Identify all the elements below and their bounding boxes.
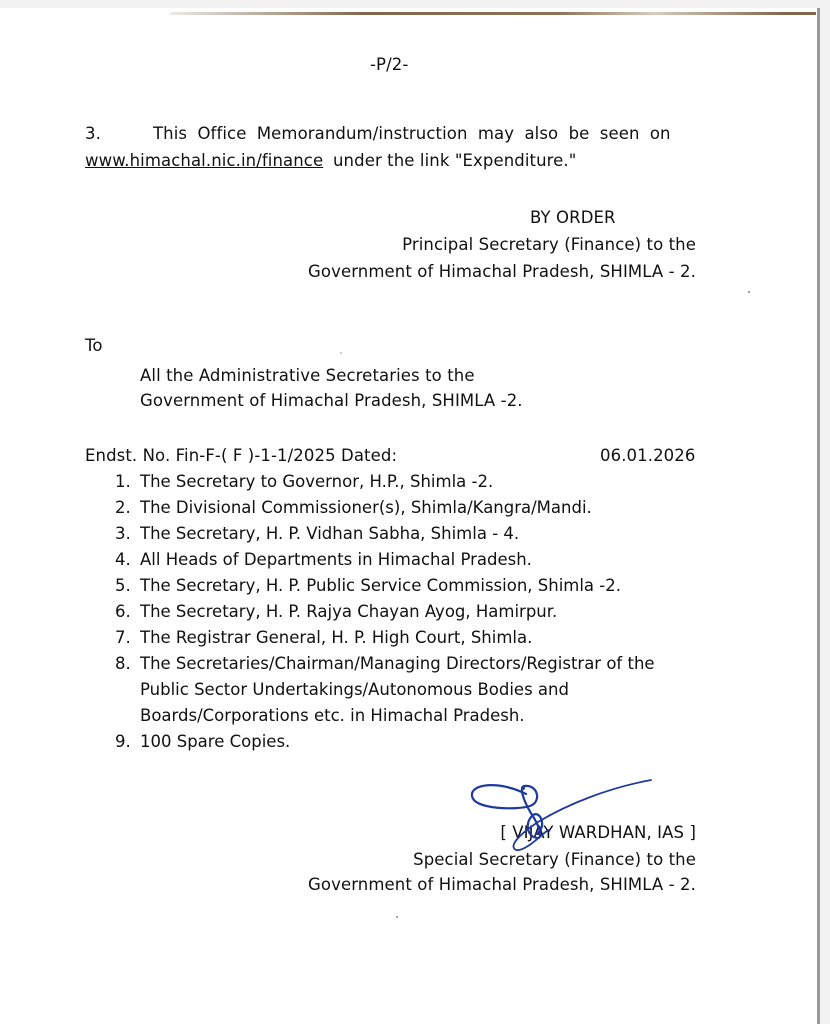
paragraph-text-continued: under the link "Expenditure." [333,151,577,170]
principal-secretary-government: Government of Himachal Pradesh, SHIMLA - 2. [308,262,696,281]
signature-stroke [472,785,542,838]
recipient-text: The Secretary, H. P. Rajya Chayan Ayog, Hamirpur. [140,602,558,621]
recipient-text: The Divisional Commissioner(s), Shimla/Kangra/Mandi. [140,498,592,517]
recipient-item [115,495,655,521]
principal-secretary-designation: Principal Secretary (Finance) to the [402,235,696,254]
signatory-designation: Special Secretary (Finance) to the [413,850,696,869]
recipient-text: The Secretary to Governor, H.P., Shimla -2. [140,472,494,491]
signatory-government: Government of Himachal Pradesh, SHIMLA - 2. [308,875,696,894]
recipient-text: The Registrar General, H. P. High Court, Shimla. [140,628,533,647]
paragraph-number: 3. [85,124,101,143]
recipient-item [115,521,655,547]
handwritten-signature [468,776,653,858]
recipient-item [115,547,655,573]
signature-dot [521,786,525,790]
recipient-number: 6. [115,602,131,621]
recipient-number: 2. [115,498,131,517]
recipient-number: 8. [115,654,131,673]
page-number: -P/2- [370,55,409,74]
recipient-item [115,469,655,495]
addressee-line: All the Administrative Secretaries to the [140,366,475,385]
recipient-number: 7. [115,628,131,647]
document-page [0,8,820,1024]
endorsement-date: 06.01.2026 [600,446,696,465]
recipient-number: 4. [115,550,131,569]
recipient-text: The Secretaries/Chairman/Managing Directors/Registrar of the Public Sector Undertakings/Autonomous Bodies and Boards/Corporations etc. in Himachal Pradesh. [140,654,655,725]
scan-speck [396,916,398,918]
recipient-item [115,651,655,729]
paragraph-text: This Office Memorandum/instruction may also be seen on [153,124,671,143]
recipient-number: 1. [115,472,131,491]
addressee-line: Government of Himachal Pradesh, SHIMLA -2. [140,391,523,410]
recipient-text: All Heads of Departments in Himachal Pradesh. [140,550,532,569]
scan-speck [340,352,342,354]
recipient-number: 5. [115,576,131,595]
recipient-text: The Secretary, H. P. Public Service Commission, Shimla -2. [140,576,621,595]
recipient-number: 9. [115,732,131,751]
to-label: To [85,336,103,355]
recipient-item [115,599,655,625]
recipient-list [115,469,655,755]
recipient-text: 100 Spare Copies. [140,732,291,751]
page-top-edge [170,12,816,15]
endorsement-number: Endst. No. Fin-F-( F )-1-1/2025 Dated: [85,446,398,465]
recipient-number: 3. [115,524,131,543]
recipient-item [115,625,655,651]
recipient-item [115,573,655,599]
scan-speck [748,291,750,293]
signatory-name: [ VIJAY WARDHAN, IAS ] [500,823,696,842]
finance-website-link[interactable]: www.himachal.nic.in/finance [85,151,324,170]
recipient-text: The Secretary, H. P. Vidhan Sabha, Shimla - 4. [140,524,520,543]
recipient-item [115,729,655,755]
by-order-label: BY ORDER [530,208,616,227]
